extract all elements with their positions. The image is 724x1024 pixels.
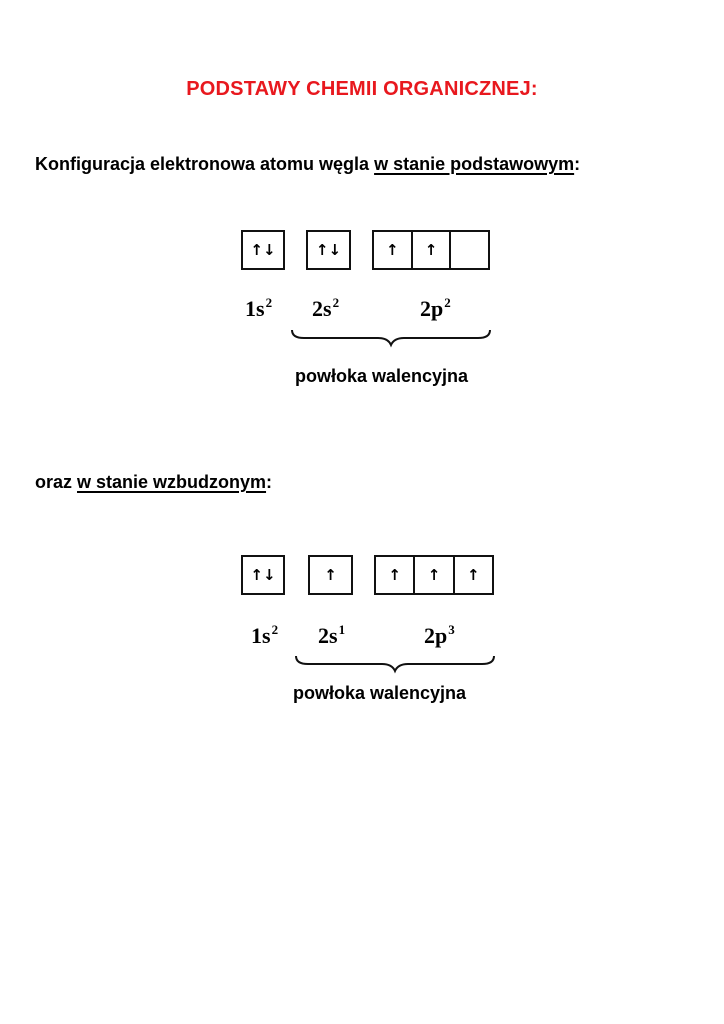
ground-orbital-2p-group	[372, 230, 490, 270]
excited-orbital-2p-cell: ↑	[415, 557, 454, 593]
page-title: PODSTAWY CHEMII ORGANICZNEJ:	[186, 78, 538, 100]
excited-orbital-2s-box: ↑	[308, 555, 353, 595]
ground-orbital-2p-cell	[451, 232, 488, 268]
excited-state-heading	[35, 472, 272, 493]
ground-label-2s	[312, 295, 339, 322]
ground-valence-brace	[290, 328, 492, 348]
ground-heading-suffix: :	[574, 154, 581, 174]
ground-shell-label: powłoka walencyjna	[295, 366, 469, 386]
ground-label-2p-text: 2p	[420, 296, 444, 321]
excited-label-1s-exponent: 2	[271, 622, 279, 637]
excited-heading-prefix: oraz	[35, 472, 78, 492]
ground-orbital-1s-box: ↑↓	[241, 230, 285, 270]
ground-heading-prefix: Konfiguracja elektronowa atomu węgla	[35, 154, 375, 174]
ground-label-2p	[420, 295, 451, 322]
excited-orbital-2p-cell: ↑	[376, 557, 415, 593]
excited-shell-label: powłoka walencyjna	[293, 683, 467, 703]
ground-state-heading	[35, 154, 580, 175]
excited-label-2s-exponent: 1	[338, 622, 346, 637]
excited-heading-suffix: :	[266, 472, 273, 492]
ground-orbital-2s-box: ↑↓	[306, 230, 351, 270]
ground-label-2s-text: 2s	[312, 296, 332, 321]
excited-orbital-2p-group	[374, 555, 494, 595]
excited-label-2p-text: 2p	[424, 623, 448, 648]
excited-label-1s	[251, 622, 278, 649]
excited-label-2s	[318, 622, 345, 649]
ground-label-2p-exponent: 2	[444, 295, 451, 310]
excited-label-1s-text: 1s	[251, 623, 271, 648]
ground-orbital-2p-cell: ↑	[413, 232, 452, 268]
excited-orbital-1s-box: ↑↓	[241, 555, 285, 595]
ground-label-2s-exponent: 2	[332, 295, 340, 310]
ground-heading-underlined: w stanie podstawowym	[374, 154, 575, 174]
ground-label-1s-text: 1s	[245, 296, 265, 321]
excited-orbital-2p-cell: ↑	[467, 566, 480, 584]
excited-label-2s-text: 2s	[318, 623, 338, 648]
ground-label-1s	[245, 295, 272, 322]
excited-label-2p	[424, 622, 455, 649]
excited-heading-underlined: w stanie wzbudzonym	[77, 472, 267, 492]
excited-label-2p-exponent: 3	[448, 622, 455, 637]
excited-valence-brace	[294, 654, 496, 674]
ground-orbital-2p-cell: ↑	[374, 232, 413, 268]
ground-label-1s-exponent: 2	[265, 295, 273, 310]
